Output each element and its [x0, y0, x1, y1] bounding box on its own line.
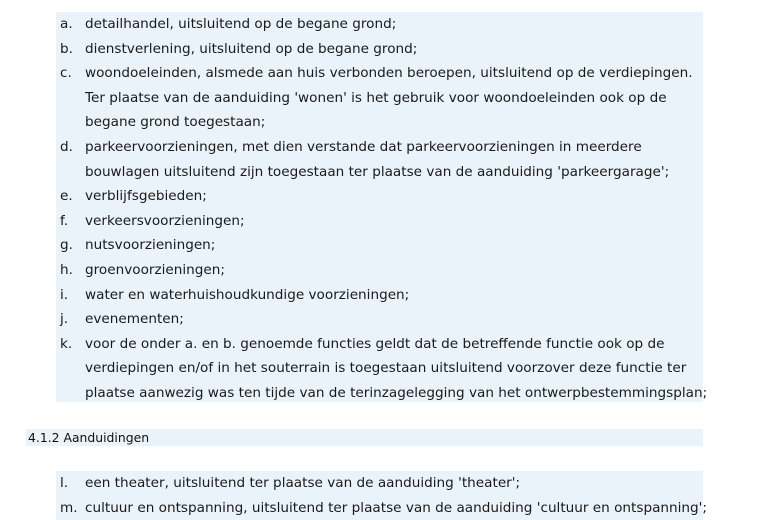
- functions-list: [56, 12, 708, 402]
- list-item-line: woondoeleinden, alsmede aan huis verbonden beroepen, uitsluitend op de verdiepingen.: [85, 65, 693, 82]
- list-item-letter: j.: [60, 311, 69, 328]
- list-item: [56, 184, 703, 209]
- list-item-letter: m.: [60, 499, 78, 516]
- list-item-letter: k.: [60, 335, 73, 352]
- list-item-text: [85, 209, 245, 234]
- list-item-text: [85, 496, 707, 520]
- list-item-text: [85, 233, 215, 258]
- list-item: [56, 471, 703, 496]
- list-item: [56, 233, 703, 258]
- list-item: [56, 37, 703, 62]
- list-item-line: groenvoorzieningen;: [85, 262, 225, 278]
- list-item-line: bouwlagen uitsluitend zijn toegestaan ter plaatse van de aanduiding 'parkeergarage';: [85, 163, 670, 180]
- list-item: [56, 283, 703, 308]
- list-item: [56, 307, 703, 332]
- designations-list: [56, 471, 707, 520]
- list-item-letter: a.: [60, 16, 73, 32]
- section-heading-bar: [26, 429, 703, 446]
- list-item: [56, 209, 703, 234]
- list-item-line: evenementen;: [85, 311, 184, 328]
- list-item-text: [85, 37, 417, 62]
- list-item-line: verdiepingen en/of in het souterrain is toegestaan uitsluitend voorzover deze functie ter: [85, 360, 687, 377]
- list-item-letter: c.: [60, 65, 72, 82]
- list-item-text: [85, 61, 693, 135]
- list-item-text: [85, 135, 669, 184]
- list-item-letter: e.: [60, 188, 73, 205]
- list-item-text: [85, 283, 409, 308]
- list-item-line: nutsvoorzieningen;: [85, 237, 216, 254]
- list-item-text: [85, 307, 184, 332]
- list-item-line: voor de onder a. en b. genoemde functies geldt dat de betreffende functie ook op de: [85, 335, 665, 352]
- list-item-text: [85, 12, 396, 37]
- list-item-line: verkeersvoorzieningen;: [85, 212, 245, 229]
- list-item-line: plaatse aanwezig was ten tijde van de terinzagelegging van het ontwerpbestemmingsplan;: [85, 384, 708, 401]
- list-item-letter: b.: [60, 40, 73, 57]
- list-item-line: Ter plaatse van de aanduiding 'wonen' is het gebruik voor woondoeleinden ook op de: [85, 89, 667, 106]
- list-item-letter: d.: [60, 139, 73, 155]
- list-item-line: water en waterhuishoudkundige voorzieningen;: [85, 286, 410, 303]
- list-item-line: verblijfsgebieden;: [85, 188, 207, 205]
- list-item-letter: f.: [60, 212, 69, 229]
- list-item-text: [85, 184, 207, 209]
- list-item: [56, 61, 703, 135]
- list-item-line: een theater, uitsluitend ter plaatse van de aanduiding 'theater';: [85, 475, 521, 491]
- list-item: [56, 496, 707, 520]
- list-item-letter: g.: [60, 237, 73, 254]
- list-item-text: [85, 332, 707, 406]
- list-item-letter: i.: [60, 286, 69, 303]
- list-item-line: parkeervoorzieningen, met dien verstande dat parkeervoorzieningen in meerdere: [85, 139, 642, 155]
- list-item-text: [85, 471, 520, 496]
- list-item-letter: h.: [60, 262, 73, 278]
- list-item: [56, 332, 708, 406]
- list-item-line: begane grond toegestaan;: [85, 114, 266, 131]
- list-item: [56, 258, 703, 283]
- list-item-text: [85, 258, 225, 283]
- list-item: [56, 135, 703, 184]
- list-item: [56, 12, 703, 37]
- list-item-line: dienstverlening, uitsluitend op de begane grond;: [85, 40, 418, 57]
- section-heading: 4.1.2 Aanduidingen: [28, 430, 150, 445]
- list-item-letter: l.: [60, 475, 69, 491]
- list-item-line: detailhandel, uitsluitend op de begane grond;: [85, 16, 397, 32]
- list-item-line: cultuur en ontspanning, uitsluitend ter plaatse van de aanduiding 'cultuur en ontspanning';: [85, 499, 707, 516]
